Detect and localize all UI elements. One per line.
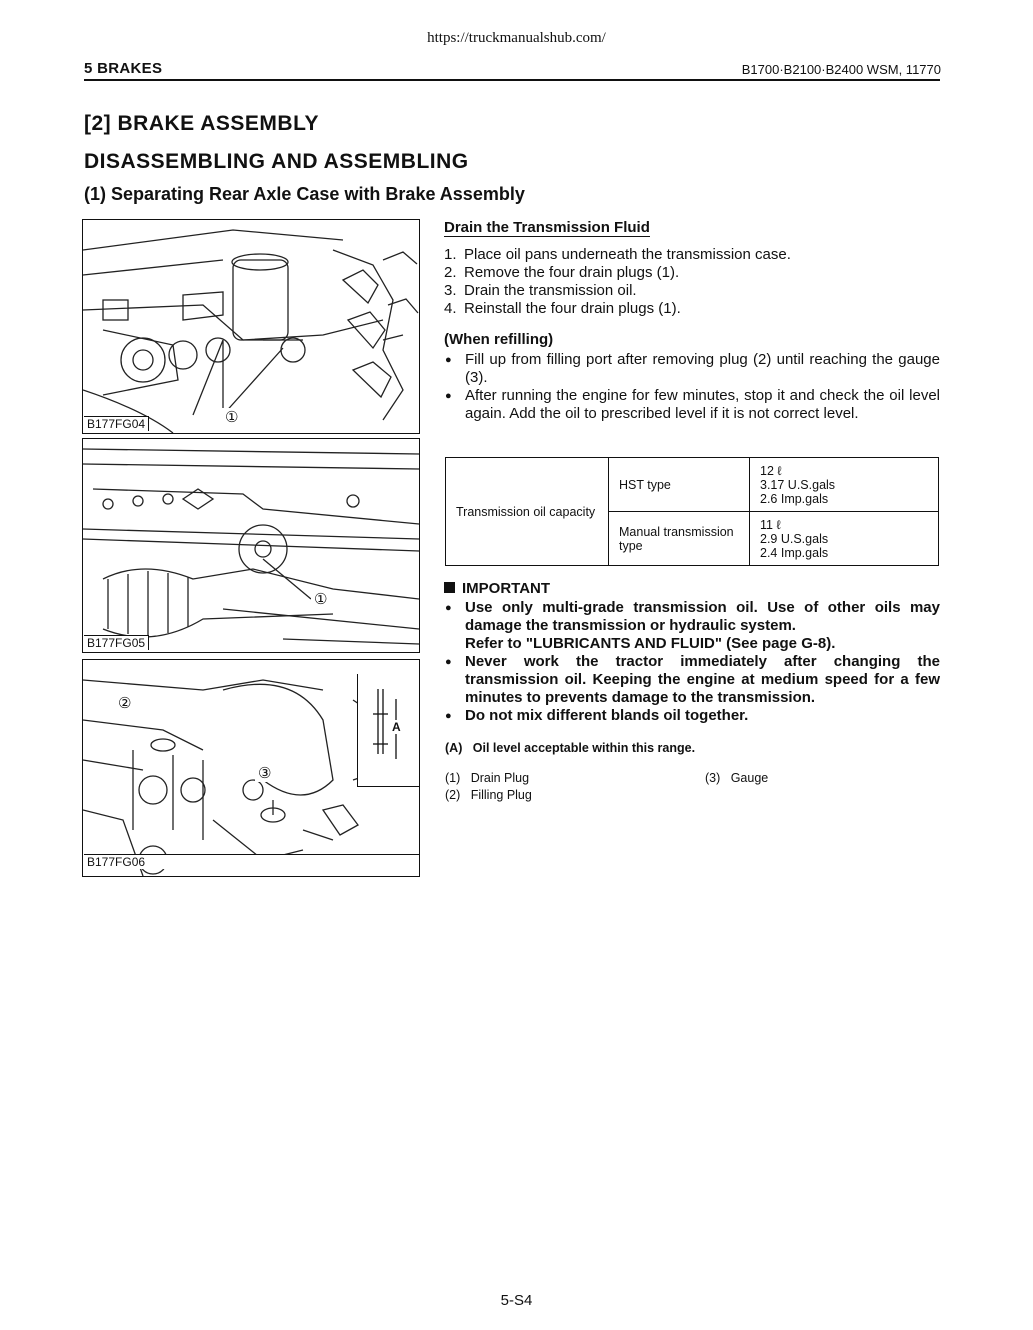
capacity-liters: 11 ℓ [760,517,781,532]
refill-bullet: ● After running the engine for few minutes, stop it and check the oil level again. Add the oil to prescribed level if it is not correct level. [444,387,940,423]
legend-gauge: (3) Gauge [705,771,769,785]
capacity-type: HST type [609,458,750,512]
important-bullet: ● Do not mix different blands oil together. [444,707,940,725]
callout-3: ③ [255,764,274,782]
important-bullet: ● Use only multi-grade transmission oil. Use of other oils may damage the transmission or hydraulic system. Refer to "LUBRICANTS AND FLUID" (See page G-8). [444,599,940,653]
section-header: 5 BRAKES [84,60,163,77]
figure-code-2: B177FG05 [84,635,149,650]
figure-drain-plugs [82,219,420,434]
refer-note: Refer to "LUBRICANTS AND FLUID" (See page G-8). [465,635,836,652]
important-section [444,580,940,725]
source-url[interactable]: https://truckmanualshub.com/ [427,30,606,46]
capacity-imp-gals: 2.6 Imp.gals [760,491,829,506]
important-bullets [444,599,940,725]
note-a: (A) Oil level acceptable within this range. [445,741,696,755]
drain-step: 3. Drain the transmission oil. [444,282,637,299]
legend-filling-plug: (2) Filling Plug [445,788,532,802]
capacity-us-gals: 3.17 U.S.gals [760,477,836,492]
capacity-type: Manual transmission type [609,512,750,566]
figure-code-3: B177FG06 [84,854,420,869]
drain-steps [444,246,940,318]
figure-code-1: B177FG04 [84,416,149,431]
important-square-icon [444,582,455,593]
figure-drain-plug-underside [82,438,420,653]
capacity-table [445,457,939,566]
legend-drain-plug: (1) Drain Plug [445,771,530,785]
callout-1: ① [222,408,241,426]
callout-1-underside: ① [311,590,330,608]
capacity-us-gals: 2.9 U.S.gals [760,531,829,546]
manual-id: B1700·B2100·B2400 WSM, 11770 [741,62,941,77]
figure-drain-plug-underside-drawing [83,439,419,652]
capacity-liters: 12 ℓ [760,463,782,478]
capacity-values [750,512,939,566]
range-label-a: A [392,720,401,734]
drain-step: 4. Reinstall the four drain plugs (1). [444,300,681,317]
drain-step: 1. Place oil pans underneath the transmission case. [444,246,791,263]
refill-bullet: ● Fill up from filling port after removing plug (2) until reaching the gauge (3). [444,351,940,387]
page-number: 5-S4 [500,1292,533,1309]
figure-filling-port [82,659,420,877]
important-bullet: ● Never work the tractor immediately after changing the transmission oil. Keeping the engine at medium speed for a few minutes to prevents damage to the transmission. [444,653,940,707]
subsection-title: DISASSEMBLING AND ASSEMBLING [84,150,469,173]
capacity-imp-gals: 2.4 Imp.gals [760,545,829,560]
figure-drain-plugs-drawing [83,220,419,433]
header-rule [84,79,940,81]
refill-bullets [444,351,940,423]
drain-heading: Drain the Transmission Fluid [444,219,650,236]
capacity-values [750,458,939,512]
refill-heading: (When refilling) [444,331,554,348]
drain-section [444,219,940,423]
capacity-label: Transmission oil capacity [446,458,609,566]
important-heading: IMPORTANT [444,580,940,598]
gauge-dipstick-drawing [358,674,420,786]
gauge-range-inset [357,674,420,787]
drain-step: 2. Remove the four drain plugs (1). [444,264,680,281]
procedure-title: (1) Separating Rear Axle Case with Brake Assembly [84,184,525,204]
callout-2: ② [115,694,134,712]
section-title: [2] BRAKE ASSEMBLY [84,112,319,135]
